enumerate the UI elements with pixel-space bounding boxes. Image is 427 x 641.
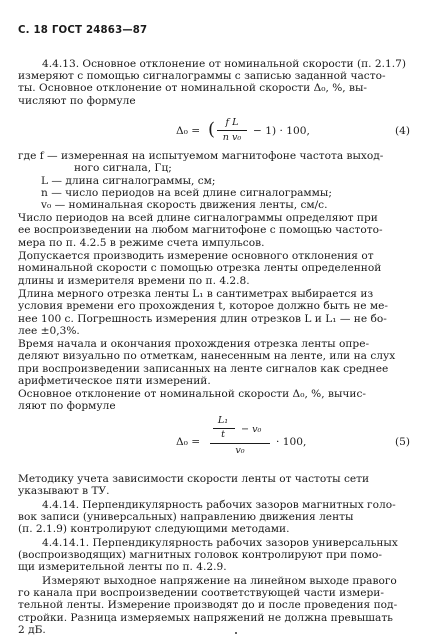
page-header: С. 18 ГОСТ 24863—87 [18,25,148,36]
definition-n: n — число периодов на всей длине сигналограммы; [41,186,332,199]
main-denominator: v₀ [235,445,245,456]
paragraph-measure [42,575,410,587]
definition-f: где f — измеренная на испытуемом магнитофоне частота выход- [18,150,384,162]
text-line: числяют по формуле [18,94,136,107]
text-line: измеряют с помощью сигналограммы с записью заданной часто- [18,70,386,82]
text-line: мера по п. 4.2.5 в режиме счета импульсов. [18,236,265,249]
text-line: го канала при воспроизведении соответствующей части измери- [18,587,384,599]
formula-rest: · 100, [276,436,307,448]
text-line: деляют визуально по отметкам, нанесенным на ленте, или на слух [18,350,396,363]
text-line: лее ±0,3%. [18,324,80,337]
paragraph-length [18,288,410,337]
text-line: Измеряют выходное напряжение на линейном выходе правого [42,575,397,587]
text-line: 4.4.14.1. Перпендикулярность рабочих зазоров универсальных [42,537,398,549]
paragraph-time [18,338,410,387]
variable-definitions [18,150,410,211]
paragraph-method [18,473,410,498]
paragraph-4-4-14-1-cont [18,549,410,574]
inner-numerator: L₁ [217,415,229,426]
definition-f-cont: ного сигнала, Гц; [74,162,172,175]
paragraph-4-4-14 [42,499,410,511]
text-line: щи измерительной ленты по п. 4.2.9. [18,561,227,574]
text-line: при воспроизведении записанных на ленте сигналов как среднее [18,362,389,375]
text-line: ляют по формуле [18,400,116,413]
text-line: (воспроизводящих) магнитных головок контролируют при помо- [18,549,382,561]
fraction-bar [217,130,247,131]
formula-numerator: f L [225,117,239,128]
text-line: нее 100 с. Погрешность измерения длин отрезков L и L₁ — не бо- [18,312,387,325]
paragraph-measure-cont [18,587,410,636]
paragraph-4-4-13-cont [18,70,410,107]
formula-open-paren: ( [208,119,216,140]
main-fraction-bar [210,443,270,444]
text-line: арифметическое пяти измерений. [18,374,211,387]
text-line: ее воспроизведении на любом магнитофоне с помощью частото- [18,224,383,237]
page-mark [235,632,237,634]
document-page [18,0,414,641]
text-line: стройки. Разница измеряемых напряжений не должна превышать [18,611,393,624]
text-line: (п. 2.1.9) контролируют следующими методами. [18,523,290,536]
text-line: 2 дБ. [18,623,46,636]
definition-v0: v₀ — номинальная скорость движения ленты, см/с. [41,199,328,212]
formula-number: (4) [394,125,410,137]
paragraph-4-4-13 [42,58,410,70]
text-line: вок записи (универсальных) направлению движения ленты [18,511,354,523]
text-line: указывают в ТУ. [18,485,110,498]
paragraph-4-4-14-cont [18,511,410,536]
text-line: номинальной скорости с помощью отрезка ленты определенной [18,262,382,275]
paragraph-periods [18,212,410,249]
text-line: Основное отклонение от номинальной скорости Δ₀, %, вычис- [18,388,366,400]
text-line: условия времени его прохождения t, которое должно быть не ме- [18,300,389,313]
formula-rest: − 1) · 100, [253,125,310,137]
text-line: Число периодов на всей длине сигналограммы определяют при [18,212,378,224]
formula-minus-v0: − v₀ [241,424,262,435]
text-line: длины и измерителя времени по п. 4.2.8. [18,274,250,287]
formula-lhs: Δ₀ = [176,125,201,137]
formula-denominator: n v₀ [222,132,242,143]
paragraph-allowed [18,250,410,287]
text-line: Время начала и окончания прохождения отрезка ленты опре- [18,338,370,350]
text-line: ты. Основное отклонение от номинальной скорости Δ₀, %, вы- [18,82,367,95]
text-line: тельной ленты. Измерение производят до и после проведения под- [18,599,398,612]
text-line: Допускается производить измерение основного отклонения от [18,250,374,262]
inner-denominator: t [221,429,225,440]
paragraph-deviation [18,388,410,413]
formula-number: (5) [394,436,410,448]
text-line: Длина мерного отрезка ленты L₁ в сантиметрах выбирается из [18,288,374,300]
paragraph-4-4-14-1 [42,537,410,549]
text-line: 4.4.13. Основное отклонение от номинальной скорости (п. 2.1.7) [42,58,406,70]
text-line: Методику учета зависимости скорости ленты от частоты сети [18,473,370,485]
formula-lhs: Δ₀ = [176,436,201,448]
text-line: 4.4.14. Перпендикулярность рабочих зазоров магнитных голо- [42,499,396,511]
definition-L: L — длина сигналограммы, см; [41,174,216,187]
